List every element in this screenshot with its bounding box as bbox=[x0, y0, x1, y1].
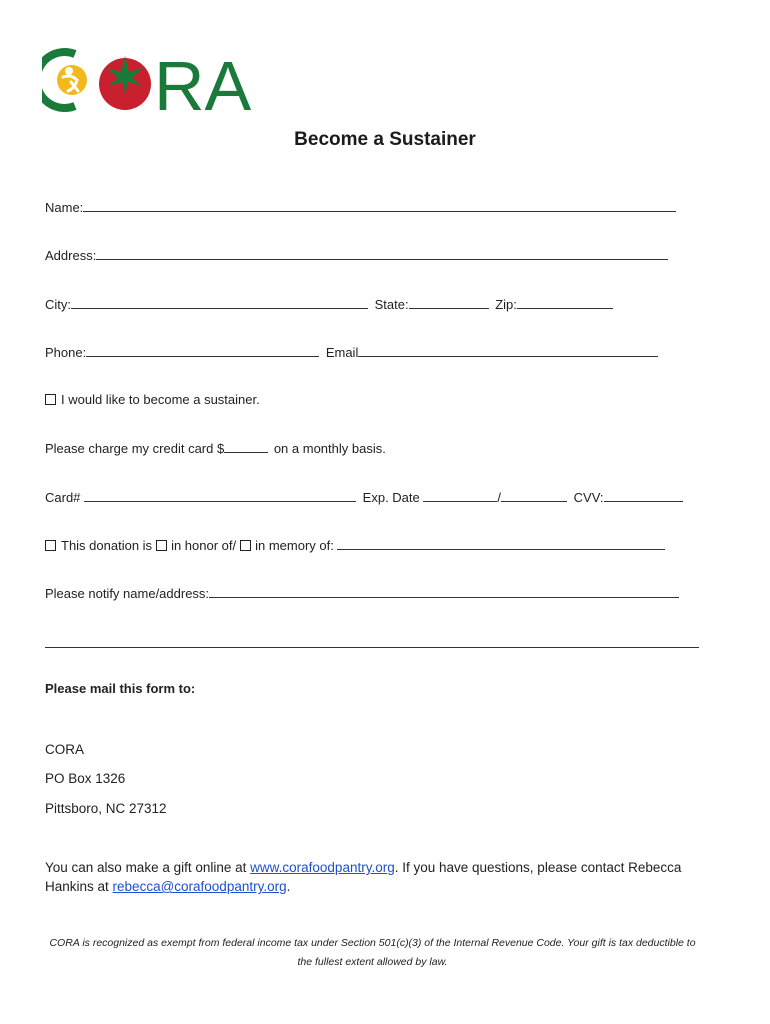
donation-label: This donation is bbox=[61, 538, 153, 553]
address-row bbox=[45, 247, 668, 263]
honor-checkbox[interactable] bbox=[156, 540, 167, 551]
sustainer-row bbox=[45, 392, 260, 407]
email-link[interactable]: rebecca@corafoodpantry.org bbox=[112, 879, 287, 894]
state-field[interactable] bbox=[409, 296, 489, 309]
email-field[interactable] bbox=[358, 344, 658, 357]
zip-label: Zip: bbox=[495, 297, 517, 312]
cvv-label: CVV: bbox=[573, 490, 604, 505]
sustainer-checkbox[interactable] bbox=[45, 394, 56, 405]
address-label: Address: bbox=[45, 248, 97, 263]
phone-row bbox=[45, 344, 658, 360]
cora-logo bbox=[42, 44, 272, 121]
notify-row bbox=[45, 585, 679, 601]
email-label: Email bbox=[325, 345, 359, 360]
card-label: Card# bbox=[45, 490, 81, 505]
online-paragraph bbox=[45, 858, 705, 896]
address-field[interactable] bbox=[96, 247, 668, 260]
notify-label: Please notify name/address: bbox=[45, 586, 210, 601]
mail-box: PO Box 1326 bbox=[45, 771, 126, 786]
name-field[interactable] bbox=[83, 199, 676, 212]
tax-footnote: CORA is recognized as exempt from federal income tax under Section 501(c)(3) of the Internal Revenue Code. Your gift is tax deductible to the fullest extent allowed by law. bbox=[49, 937, 696, 968]
name-row bbox=[45, 199, 676, 215]
notify-extra-line[interactable] bbox=[45, 647, 699, 648]
exp-label: Exp. Date bbox=[362, 490, 420, 505]
name-label: Name: bbox=[45, 200, 84, 215]
city-label: City: bbox=[45, 297, 71, 312]
card-row bbox=[45, 489, 683, 505]
cora-logo-graphic bbox=[42, 44, 272, 116]
zip-field[interactable] bbox=[517, 296, 613, 309]
website-link[interactable]: www.corafoodpantry.org bbox=[250, 860, 395, 875]
exp-slash: / bbox=[497, 490, 502, 505]
charge-row bbox=[45, 440, 386, 456]
honor-label: in honor of/ bbox=[171, 538, 237, 553]
donation-checkbox[interactable] bbox=[45, 540, 56, 551]
card-number-field[interactable] bbox=[84, 489, 356, 502]
donation-row bbox=[45, 537, 665, 553]
form-title: Become a Sustainer bbox=[294, 129, 476, 150]
state-label: State: bbox=[374, 297, 409, 312]
cvv-field[interactable] bbox=[604, 489, 683, 502]
charge-amount-field[interactable] bbox=[224, 440, 268, 453]
logo-letters-ra: RA bbox=[154, 47, 252, 116]
phone-label: Phone: bbox=[45, 345, 87, 360]
charge-label: Please charge my credit card $ bbox=[45, 441, 225, 456]
phone-field[interactable] bbox=[86, 344, 319, 357]
memory-field[interactable] bbox=[337, 537, 665, 550]
notify-field[interactable] bbox=[209, 585, 679, 598]
city-row bbox=[45, 296, 613, 312]
exp-year-field[interactable] bbox=[501, 489, 567, 502]
sustainer-label: I would like to become a sustainer. bbox=[61, 392, 260, 407]
mail-heading: Please mail this form to: bbox=[45, 681, 196, 696]
online-text-1: You can also make a gift online at bbox=[45, 860, 251, 875]
mail-city: Pittsboro, NC 27312 bbox=[45, 801, 167, 816]
memory-checkbox[interactable] bbox=[240, 540, 251, 551]
memory-label: in memory of: bbox=[255, 538, 334, 553]
city-field[interactable] bbox=[71, 296, 368, 309]
exp-month-field[interactable] bbox=[423, 489, 497, 502]
online-text-2: . If you have questions, please contact Rebecca Hankins at bbox=[45, 860, 682, 894]
charge-suffix: on a monthly basis. bbox=[273, 441, 386, 456]
mail-org: CORA bbox=[45, 742, 85, 757]
online-text-3: . bbox=[286, 879, 291, 894]
